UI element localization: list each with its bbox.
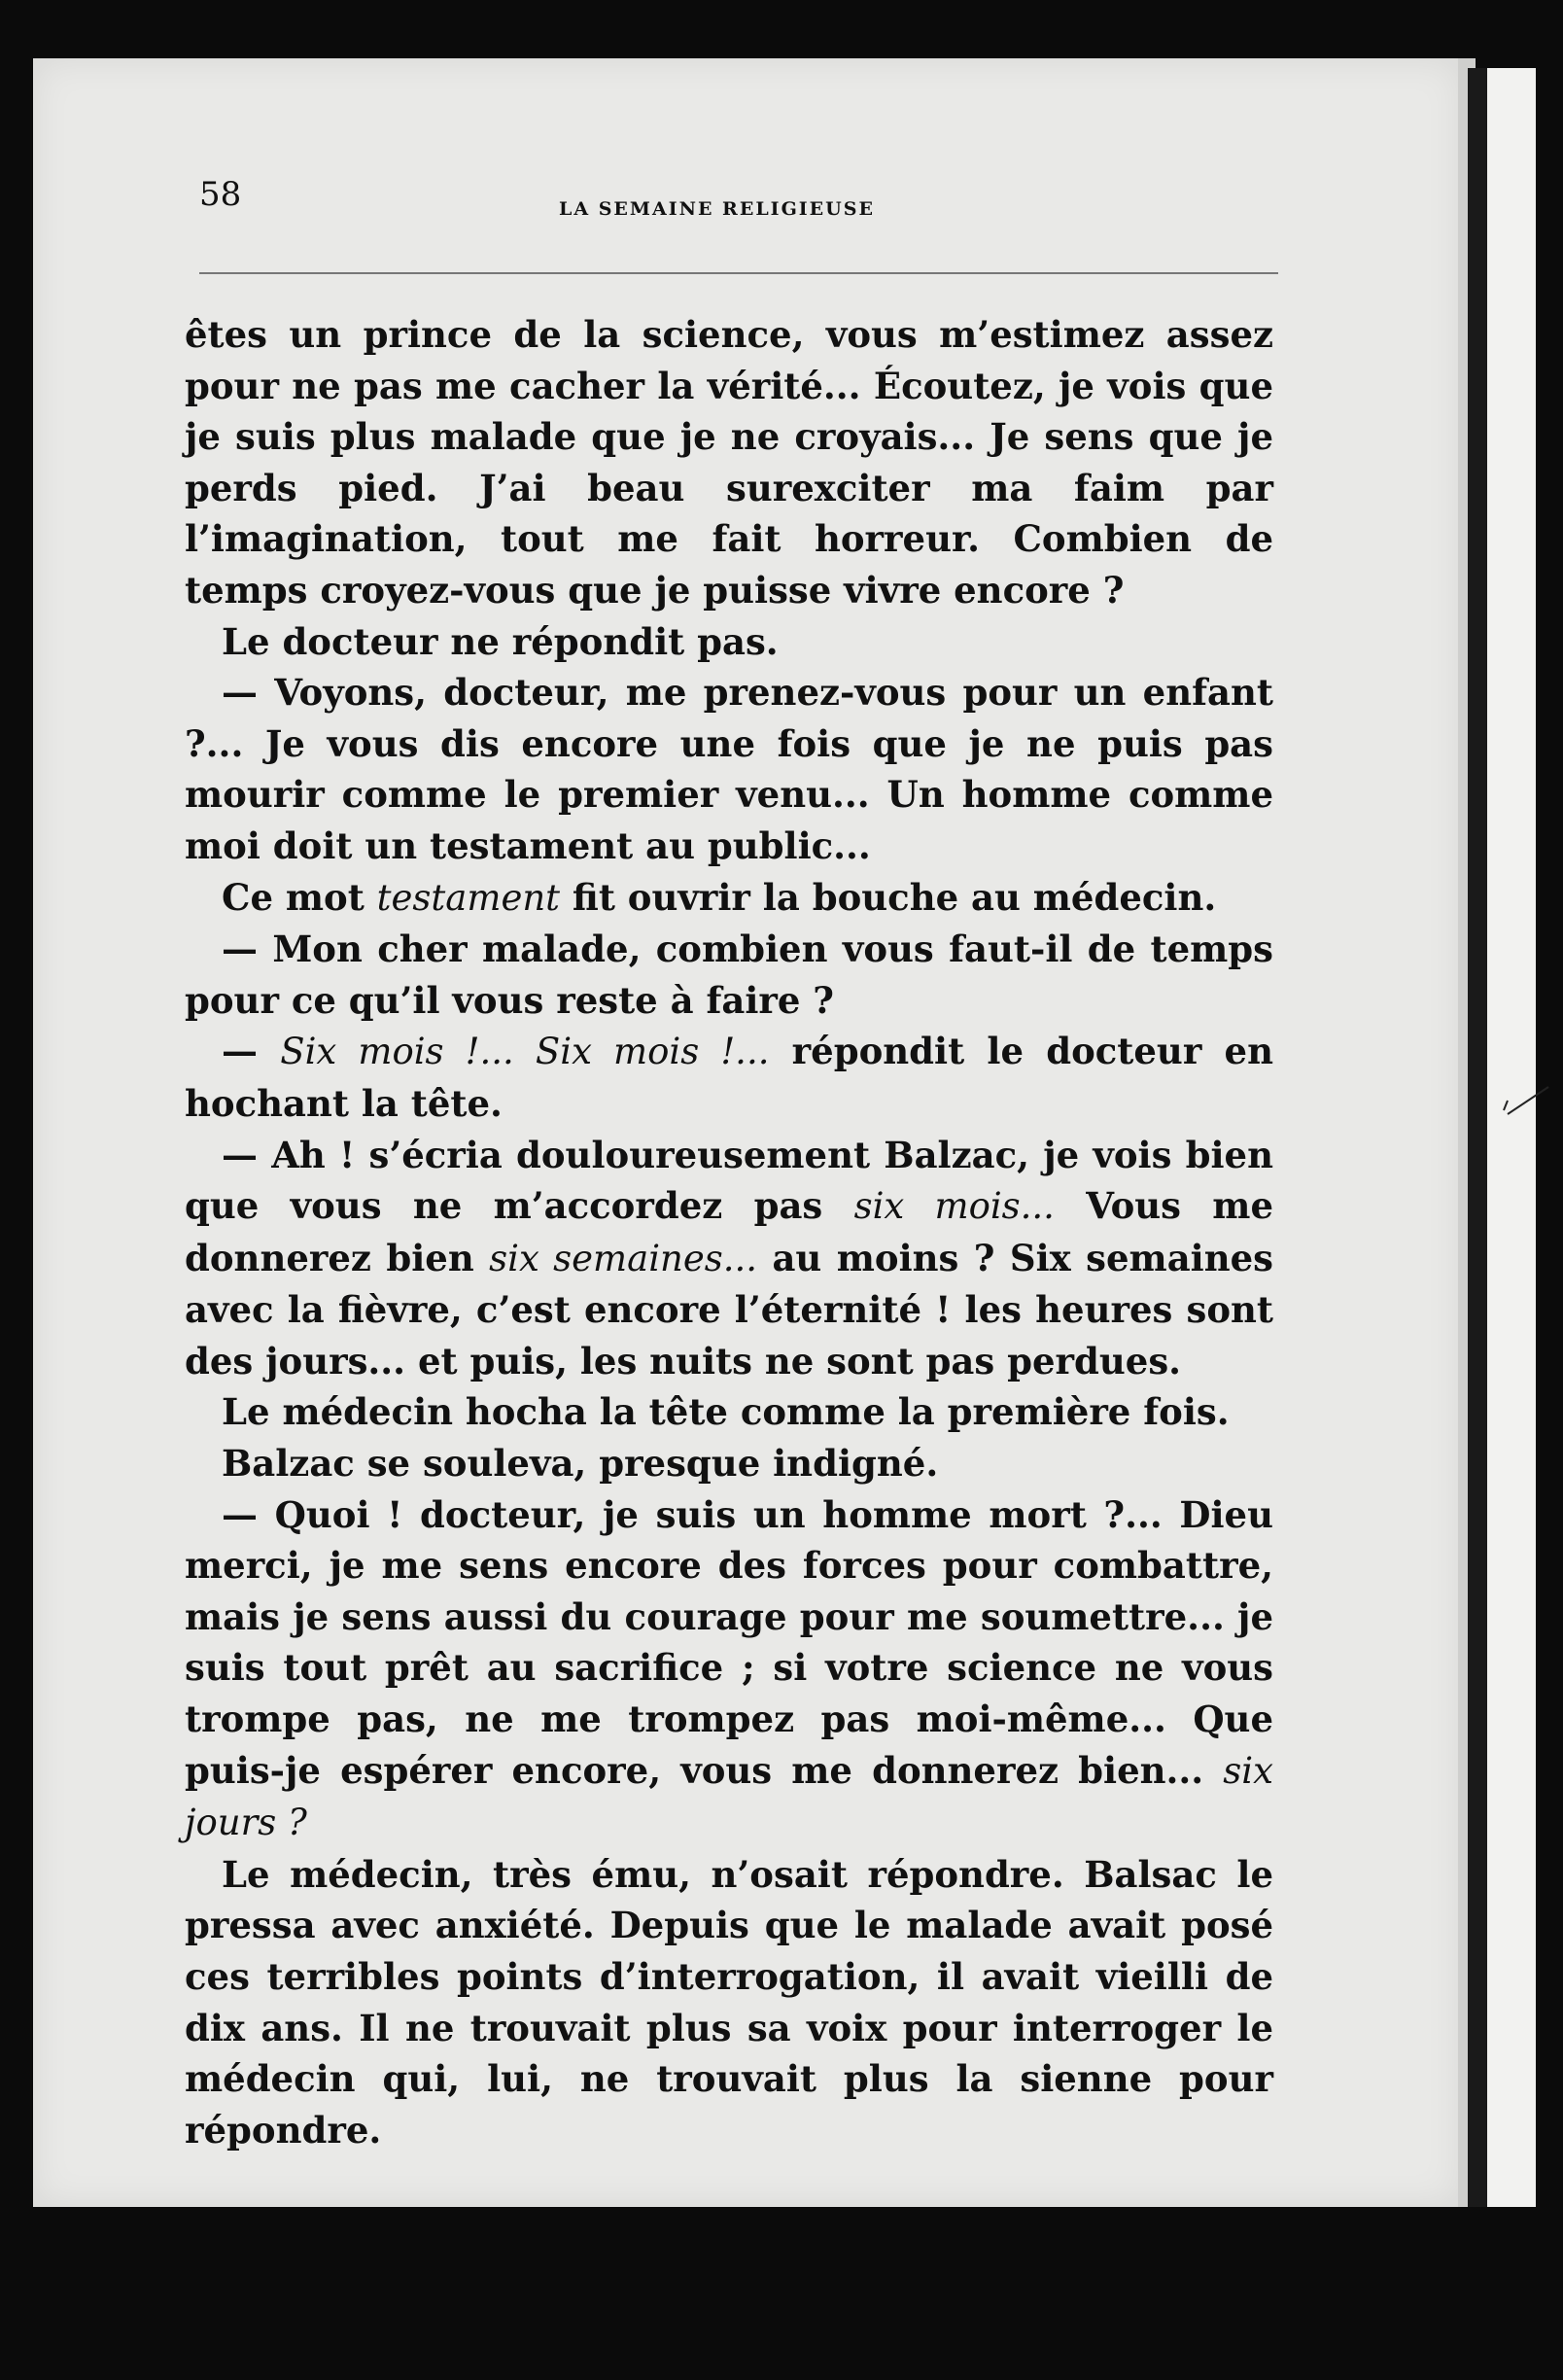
text-run: Le médecin, très ému, n’osait répondre. Balsac le pressa avec anxiété. Depuis que le malade avait posé ces terribles points d’interrogation, il avait vieilli de dix ans. Il ne trouvait plus sa voix pour interroger le médecin qui, lui, ne trouvait plus la sienne pour répondre. [185,1852,1273,2152]
pencil-tick-mark-icon [1502,1079,1550,1118]
text-run: — [222,1030,281,1073]
text-run: Le médecin hocha la tête comme la première fois. [222,1390,1230,1434]
paragraph [185,1386,1273,1438]
text-run: Ce mot [222,875,377,919]
paragraph [185,1026,1273,1129]
italic-run: six semaines... [489,1237,758,1279]
text-run: êtes un prince de la science, vous m’estimez assez pour ne pas me cacher la vérité... Écoutez, je vois que je suis plus malade que je ne croyais... Je sens que je perds pied. J’ai beau surexciter ma faim par l’imagination, tout me fait horreur. Combien de temps croyez-vous que je puisse vivre encore ? [185,313,1273,612]
running-title: LA SEMAINE RELIGIEUSE [559,198,875,220]
text-run: — Mon cher malade, combien vous faut-il de temps pour ce qu’il vous reste à faire ? [185,928,1273,1022]
text-run: fit ouvrir la bouche au médecin. [560,875,1217,919]
paragraph [185,309,1273,616]
text-run: répondit le docteur en hochant la tête. [185,1030,1273,1125]
text-run: Le docteur ne répondit pas. [222,619,779,663]
paragraph [185,1849,1273,2156]
text-run: — Voyons, docteur, me prenez-vous pour un enfant ?... Je vous dis encore une fois que je ne puis pas mourir comme le premier venu... Un homme comme moi doit un testament au public... [185,671,1273,867]
text-run: Vous me donnerez bien [185,1184,1273,1279]
italic-run: testament [376,876,561,919]
text-run: Balzac se souleva, presque indigné. [222,1442,939,1486]
header-rule [199,272,1278,274]
italic-run: Six mois !... Six mois !... [280,1031,770,1073]
paragraph [185,1438,1273,1489]
paragraph [185,616,1273,668]
text-run: au moins ? Six semaines avec la fièvre, c’est encore l’éternité ! les heures sont des jours... et puis, les nuits ne sont pas perdues. [185,1236,1273,1382]
paragraph [185,924,1273,1026]
paragraph [185,667,1273,871]
next-page-sliver [1487,68,1536,2207]
page-header [199,175,1273,233]
page-number: 58 [199,175,242,214]
text-run: — Ah ! s’écria douloureusement Balzac, je vois bien que vous ne m’accordez pas [185,1133,1273,1228]
text-run: — Quoi ! docteur, je suis un homme mort ?... Dieu merci, je me sens encore des forces pour combattre, mais je sens aussi du courage pour me soumettre... je suis tout prêt au sacrifice ; si votre science ne vous trompe pas, ne me trompez pas moi-même... Que puis-je espérer encore, vous me donnerez bien... [185,1492,1273,1792]
gutter-dark-edge [1468,68,1487,2207]
paragraph [185,1130,1273,1387]
paragraph [185,1489,1273,1849]
italic-run: six mois... [853,1185,1055,1228]
paragraph [185,872,1273,925]
body-text [185,309,1273,2155]
italic-run: six jours ? [185,1749,1273,1844]
